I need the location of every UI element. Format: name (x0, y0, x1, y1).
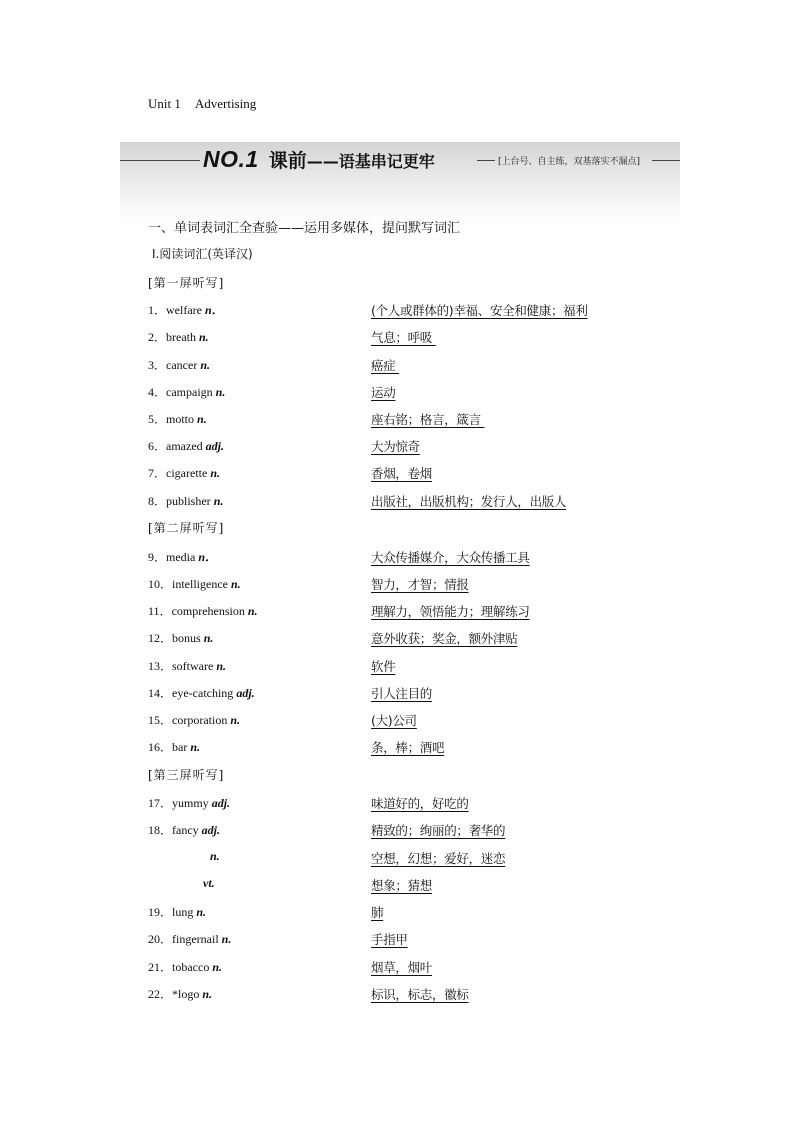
vocab-term (148, 602, 258, 619)
vocab-meaning: 大众传播媒介，大众传播工具 (371, 550, 530, 565)
vocab-meaning: 癌症 (371, 358, 400, 373)
vocab-number: 9． (148, 550, 167, 564)
group-label: [第一屏听写] (148, 276, 225, 290)
vocab-meaning: 智力，才智；情报 (371, 577, 469, 592)
vocab-row (0, 301, 794, 321)
vocab-number: 17． (148, 796, 173, 810)
vocab-meaning: 香烟，卷烟 (371, 466, 433, 481)
vocab-number: 2． (148, 330, 167, 344)
vocab-meaning: 标识，标志，徽标 (371, 987, 469, 1002)
vocab-number: 20． (148, 932, 173, 946)
vocab-meaning: 肺 (371, 905, 384, 920)
vocab-meaning: 烟草，烟叶 (371, 960, 433, 975)
vocab-word: cigarette (166, 466, 208, 480)
vocab-number: 12． (148, 631, 173, 645)
vocab-pos: n. (231, 577, 241, 591)
vocab-row (0, 437, 794, 457)
vocab-number: 22． (148, 987, 173, 1001)
vocab-meaning: 运动 (371, 385, 396, 400)
banner-rule-left (120, 160, 200, 161)
vocab-meaning: 软件 (371, 659, 396, 674)
vocab-number: 16． (148, 740, 173, 754)
vocab-term (148, 684, 255, 701)
vocab-number: 15． (148, 713, 173, 727)
vocab-row (0, 657, 794, 677)
vocab-pos: adj. (205, 439, 224, 453)
vocab-number: 11． (148, 604, 172, 618)
vocab-word: welfare (166, 303, 202, 317)
vocab-row (0, 903, 794, 923)
vocab-meaning: 大为惊奇 (371, 439, 420, 454)
vocab-word: campaign (166, 385, 213, 399)
vocab-word: intelligence (172, 577, 228, 591)
vocab-term (148, 738, 200, 755)
vocab-meaning: (个人或群体的)幸福、安全和健康；福利 (371, 303, 588, 318)
group-label: [第三屏听写] (148, 768, 225, 782)
vocab-row (0, 849, 794, 869)
banner-rule-mid (477, 160, 495, 161)
vocab-number: 1． (148, 303, 167, 317)
unit-number: Unit 1 (148, 96, 181, 111)
vocab-pos: n. (197, 412, 207, 426)
vocab-meaning: 手指甲 (371, 932, 408, 947)
vocab-row (0, 383, 794, 403)
vocab-term (148, 328, 209, 345)
vocab-word: amazed (166, 439, 203, 453)
banner-label: 课前 (268, 150, 307, 172)
vocab-row (0, 356, 794, 376)
vocab-row (0, 492, 794, 512)
vocab-word: bonus (172, 631, 201, 645)
vocab-term (148, 629, 213, 646)
vocab-word: corporation (172, 713, 228, 727)
vocab-row (0, 738, 794, 758)
vocab-row (0, 602, 794, 622)
vocab-term (148, 410, 207, 427)
vocab-word: fingernail (172, 932, 219, 946)
vocab-term (148, 930, 231, 947)
vocab-word: software (172, 659, 214, 673)
vocab-term (148, 821, 220, 838)
vocab-pos: vt. (203, 876, 215, 890)
vocab-meaning: 空想，幻想；爱好，迷恋 (371, 851, 506, 866)
vocab-word: yummy (172, 796, 209, 810)
vocab-term (148, 985, 212, 1002)
banner-number: NO.1 (203, 146, 259, 172)
vocab-number: 13． (148, 659, 173, 673)
vocab-word: cancer (166, 358, 198, 372)
vocab-word: tobacco (172, 960, 210, 974)
vocab-pos: adj. (211, 796, 231, 810)
vocab-pos: n. (215, 385, 226, 399)
vocab-word: lung (172, 905, 194, 919)
vocab-number: 19． (148, 905, 173, 919)
vocab-row (0, 328, 794, 348)
vocab-number: 18． (148, 823, 173, 837)
vocab-term (148, 575, 241, 592)
vocab-meaning: 座右铭；格言，箴言 (371, 412, 485, 427)
vocab-word: comprehension (171, 604, 245, 618)
vocab-meaning: 意外收获；奖金，额外津贴 (371, 631, 518, 646)
vocab-row (0, 711, 794, 731)
vocab-term (148, 383, 225, 400)
vocab-row (0, 930, 794, 950)
vocab-term (148, 548, 217, 565)
vocab-number: 5． (148, 412, 167, 426)
unit-topic: Advertising (194, 96, 257, 111)
vocab-row (0, 794, 794, 814)
section-subtitle: Ⅰ.阅读词汇(英译汉) (152, 247, 253, 261)
vocab-meaning: 气息；呼吸 (371, 330, 436, 345)
vocab-number: 10． (148, 577, 173, 591)
vocab-number: 3． (148, 358, 167, 372)
vocab-pos: n. (213, 494, 224, 508)
vocab-meaning: 理解力，领悟能力；理解练习 (371, 604, 530, 619)
vocab-word: breath (166, 330, 196, 344)
vocab-pos: n. (203, 631, 214, 645)
unit-heading (148, 96, 256, 112)
vocab-number: 21． (148, 960, 173, 974)
vocab-term (148, 794, 230, 811)
vocab-term (148, 492, 223, 509)
vocab-pos: n． (205, 303, 224, 317)
vocab-word: fancy (172, 823, 199, 837)
vocab-word: *logo (172, 987, 200, 1001)
vocab-pos: n. (210, 466, 221, 480)
vocab-word: eye-catching (172, 686, 234, 700)
vocab-number: 8． (148, 494, 167, 508)
vocab-term (148, 437, 224, 454)
vocab-meaning: 条，棒；酒吧 (371, 740, 445, 755)
vocab-pos: n. (190, 740, 201, 754)
vocab-word: publisher (166, 494, 211, 508)
vocab-term (148, 301, 224, 318)
vocab-term (148, 464, 220, 481)
vocab-pos: n． (198, 550, 218, 564)
vocab-pos: n. (212, 960, 223, 974)
vocab-row (0, 876, 794, 896)
banner-note: [上台号、自主练，双基落实不漏点] (498, 157, 641, 167)
vocab-pos: n. (221, 932, 232, 946)
vocab-row (0, 548, 794, 568)
vocab-meaning: 精致的；绚丽的；奢华的 (371, 823, 506, 838)
vocab-row (0, 821, 794, 841)
vocab-pos: n. (200, 358, 211, 372)
vocab-number: 6． (148, 439, 167, 453)
vocab-term (148, 711, 240, 728)
vocab-number: 7． (148, 466, 167, 480)
vocab-meaning: 想象；猜想 (371, 878, 433, 893)
vocab-pos: adj. (201, 823, 221, 837)
vocab-row (0, 985, 794, 1005)
vocab-term (148, 356, 210, 373)
vocab-row (0, 464, 794, 484)
vocab-meaning: 味道好的，好吃的 (371, 796, 469, 811)
vocab-term (148, 958, 222, 975)
vocab-pos: n. (247, 604, 258, 618)
group-label: [第二屏听写] (148, 521, 225, 535)
vocab-pos: n. (202, 987, 213, 1001)
vocab-row (0, 575, 794, 595)
vocab-row (0, 684, 794, 704)
vocab-pos: n. (210, 849, 220, 863)
vocab-pos: n. (216, 659, 227, 673)
vocab-meaning: 出版社，出版机构；发行人，出版人 (371, 494, 567, 509)
vocab-word: bar (172, 740, 188, 754)
vocab-meaning: (大)公司 (371, 713, 417, 728)
banner-subtitle: ——语基串记更牢 (306, 152, 435, 171)
vocab-row (0, 410, 794, 430)
vocab-pos: n. (196, 905, 207, 919)
vocab-row (0, 629, 794, 649)
vocab-term (148, 657, 226, 674)
vocab-meaning: 引人注目的 (371, 686, 433, 701)
banner-rule-right (652, 160, 680, 161)
vocab-number: 14． (148, 686, 173, 700)
vocab-word: media (166, 550, 196, 564)
section-title: 一、单词表词汇全查验——运用多媒体，提问默写词汇 (148, 221, 461, 236)
vocab-word: motto (166, 412, 195, 426)
vocab-row (0, 958, 794, 978)
vocab-pos: adj. (236, 686, 255, 700)
vocab-number: 4． (148, 385, 167, 399)
vocab-term (148, 903, 206, 920)
vocab-pos: n. (199, 330, 209, 344)
vocab-pos: n. (230, 713, 241, 727)
banner-heading (203, 146, 435, 173)
